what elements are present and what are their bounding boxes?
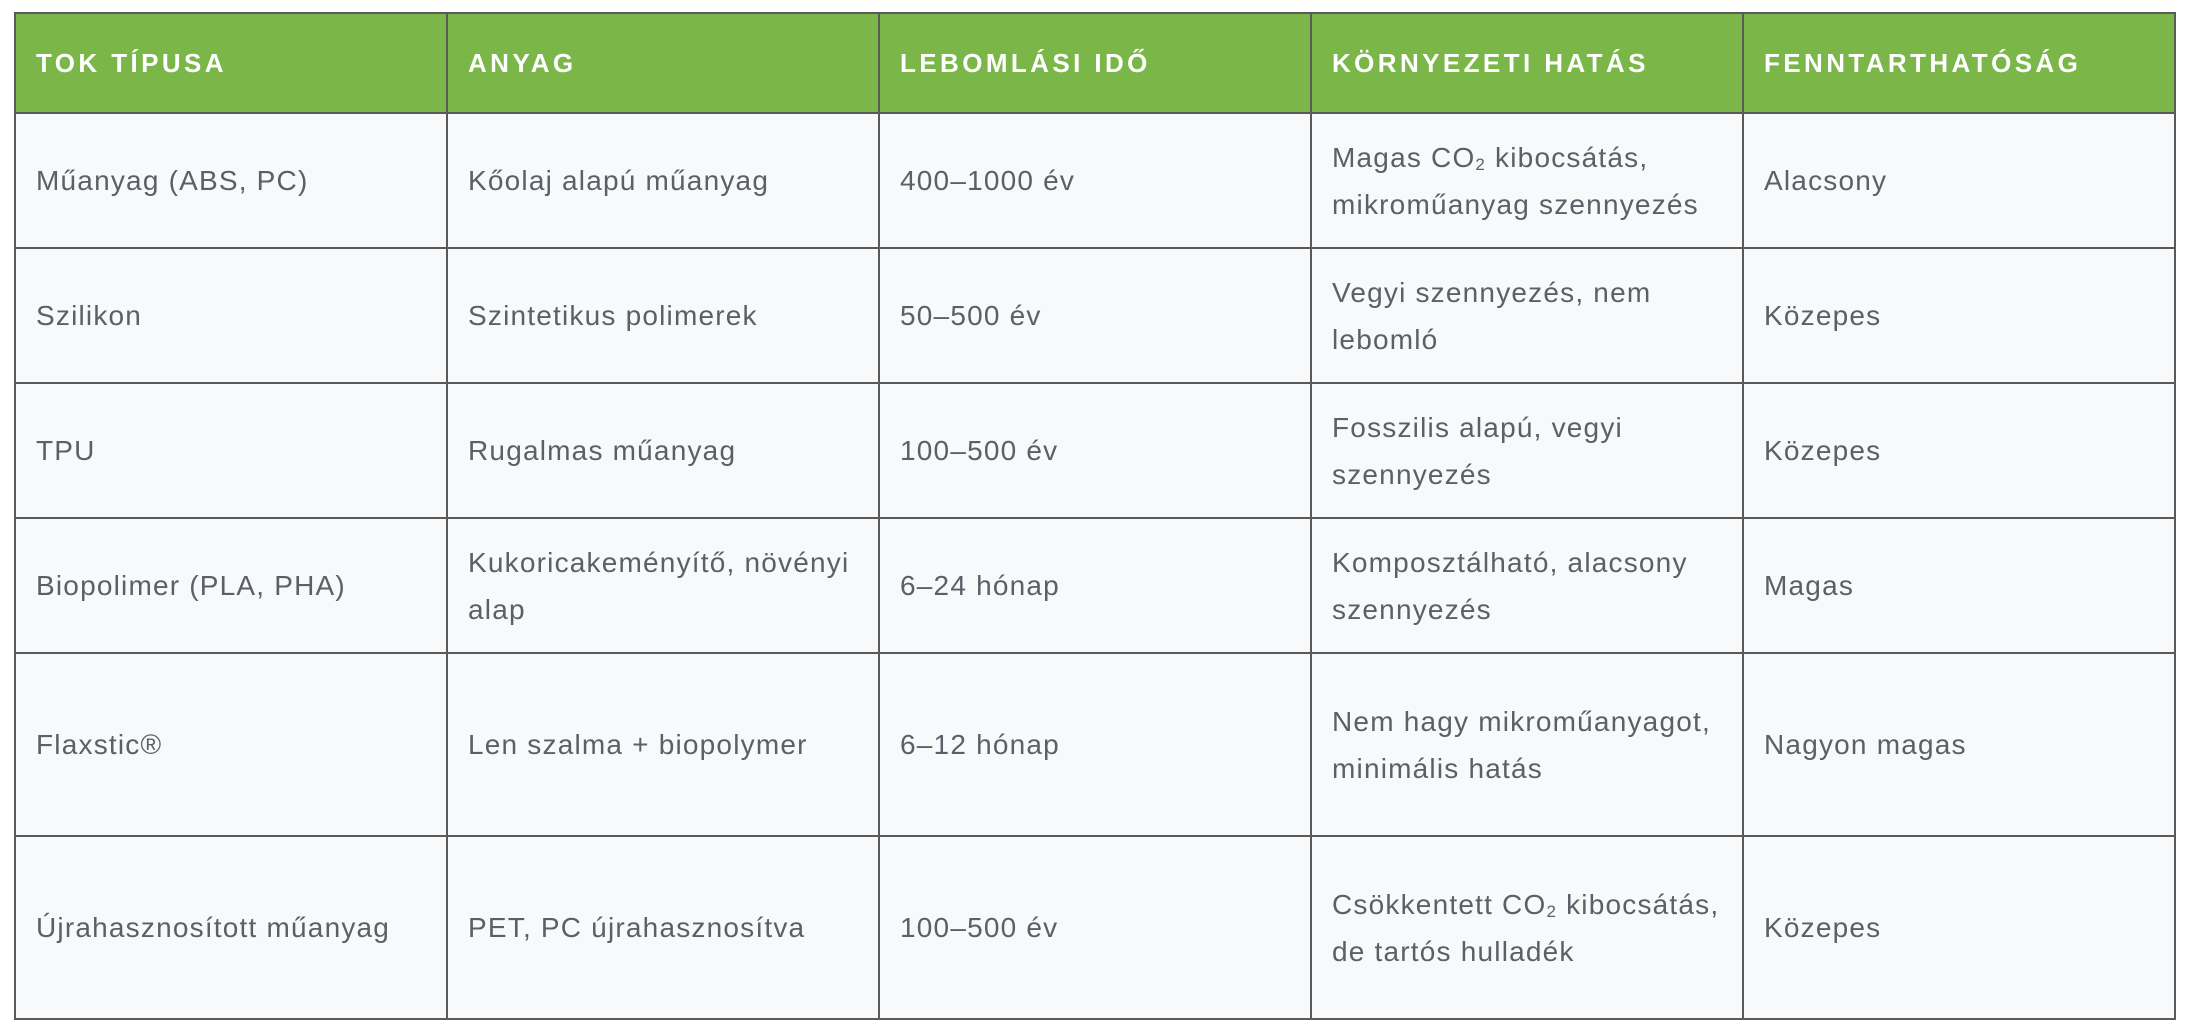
comparison-table-container (14, 12, 2174, 1020)
impact-text-post: kibocsátás, mikroműanyag szennyezés (1332, 141, 1699, 220)
cell-sustainability: Magas (1743, 518, 2175, 653)
cell-environmental-impact: Fosszilis alapú, vegyi szennyezés (1311, 383, 1743, 518)
cell-decomposition-time: 100–500 év (879, 383, 1311, 518)
cell-decomposition-time: 50–500 év (879, 248, 1311, 383)
table-row (15, 518, 2175, 653)
header-sustainability: FENNTARTHATÓSÁG (1743, 13, 2175, 113)
table-row (15, 248, 2175, 383)
cell-case-type: TPU (15, 383, 447, 518)
cell-material: PET, PC újrahasznosítva (447, 836, 879, 1019)
cell-material: Len szalma + biopolymer (447, 653, 879, 836)
header-decomposition-time: LEBOMLÁSI IDŐ (879, 13, 1311, 113)
table-row (15, 653, 2175, 836)
cell-case-type: Biopolimer (PLA, PHA) (15, 518, 447, 653)
cell-decomposition-time: 400–1000 év (879, 113, 1311, 248)
table-row (15, 836, 2175, 1019)
cell-environmental-impact (1311, 836, 1743, 1019)
header-environmental-impact: KÖRNYEZETI HATÁS (1311, 13, 1743, 113)
cell-case-type: Műanyag (ABS, PC) (15, 113, 447, 248)
header-row (15, 13, 2175, 113)
impact-text-post: kibocsátás, de tartós hulladék (1332, 888, 1720, 967)
cell-material: Szintetikus polimerek (447, 248, 879, 383)
cell-material: Rugalmas műanyag (447, 383, 879, 518)
table-row (15, 383, 2175, 518)
cell-case-type: Újrahasznosított műanyag (15, 836, 447, 1019)
cell-sustainability: Alacsony (1743, 113, 2175, 248)
cell-decomposition-time: 6–12 hónap (879, 653, 1311, 836)
table-body (15, 113, 2175, 1019)
cell-environmental-impact: Nem hagy mikroműanyagot, minimális hatás (1311, 653, 1743, 836)
impact-text-pre: Csökkentett CO (1332, 888, 1547, 920)
cell-sustainability: Közepes (1743, 383, 2175, 518)
table-header (15, 13, 2175, 113)
cell-environmental-impact: Vegyi szennyezés, nem lebomló (1311, 248, 1743, 383)
comparison-table (14, 12, 2176, 1020)
cell-decomposition-time: 100–500 év (879, 836, 1311, 1019)
cell-environmental-impact (1311, 113, 1743, 248)
cell-case-type: Szilikon (15, 248, 447, 383)
header-case-type: TOK TÍPUSA (15, 13, 447, 113)
cell-environmental-impact: Komposztálható, alacsony szennyezés (1311, 518, 1743, 653)
table-row (15, 113, 2175, 248)
cell-case-type: Flaxstic® (15, 653, 447, 836)
cell-material: Kőolaj alapú műanyag (447, 113, 879, 248)
cell-sustainability: Közepes (1743, 836, 2175, 1019)
header-material: ANYAG (447, 13, 879, 113)
impact-subscript: 2 (1475, 154, 1487, 174)
cell-sustainability: Nagyon magas (1743, 653, 2175, 836)
cell-material: Kukoricakeményítő, növényi alap (447, 518, 879, 653)
impact-text-pre: Magas CO (1332, 141, 1476, 173)
cell-decomposition-time: 6–24 hónap (879, 518, 1311, 653)
impact-subscript: 2 (1546, 901, 1558, 921)
cell-sustainability: Közepes (1743, 248, 2175, 383)
